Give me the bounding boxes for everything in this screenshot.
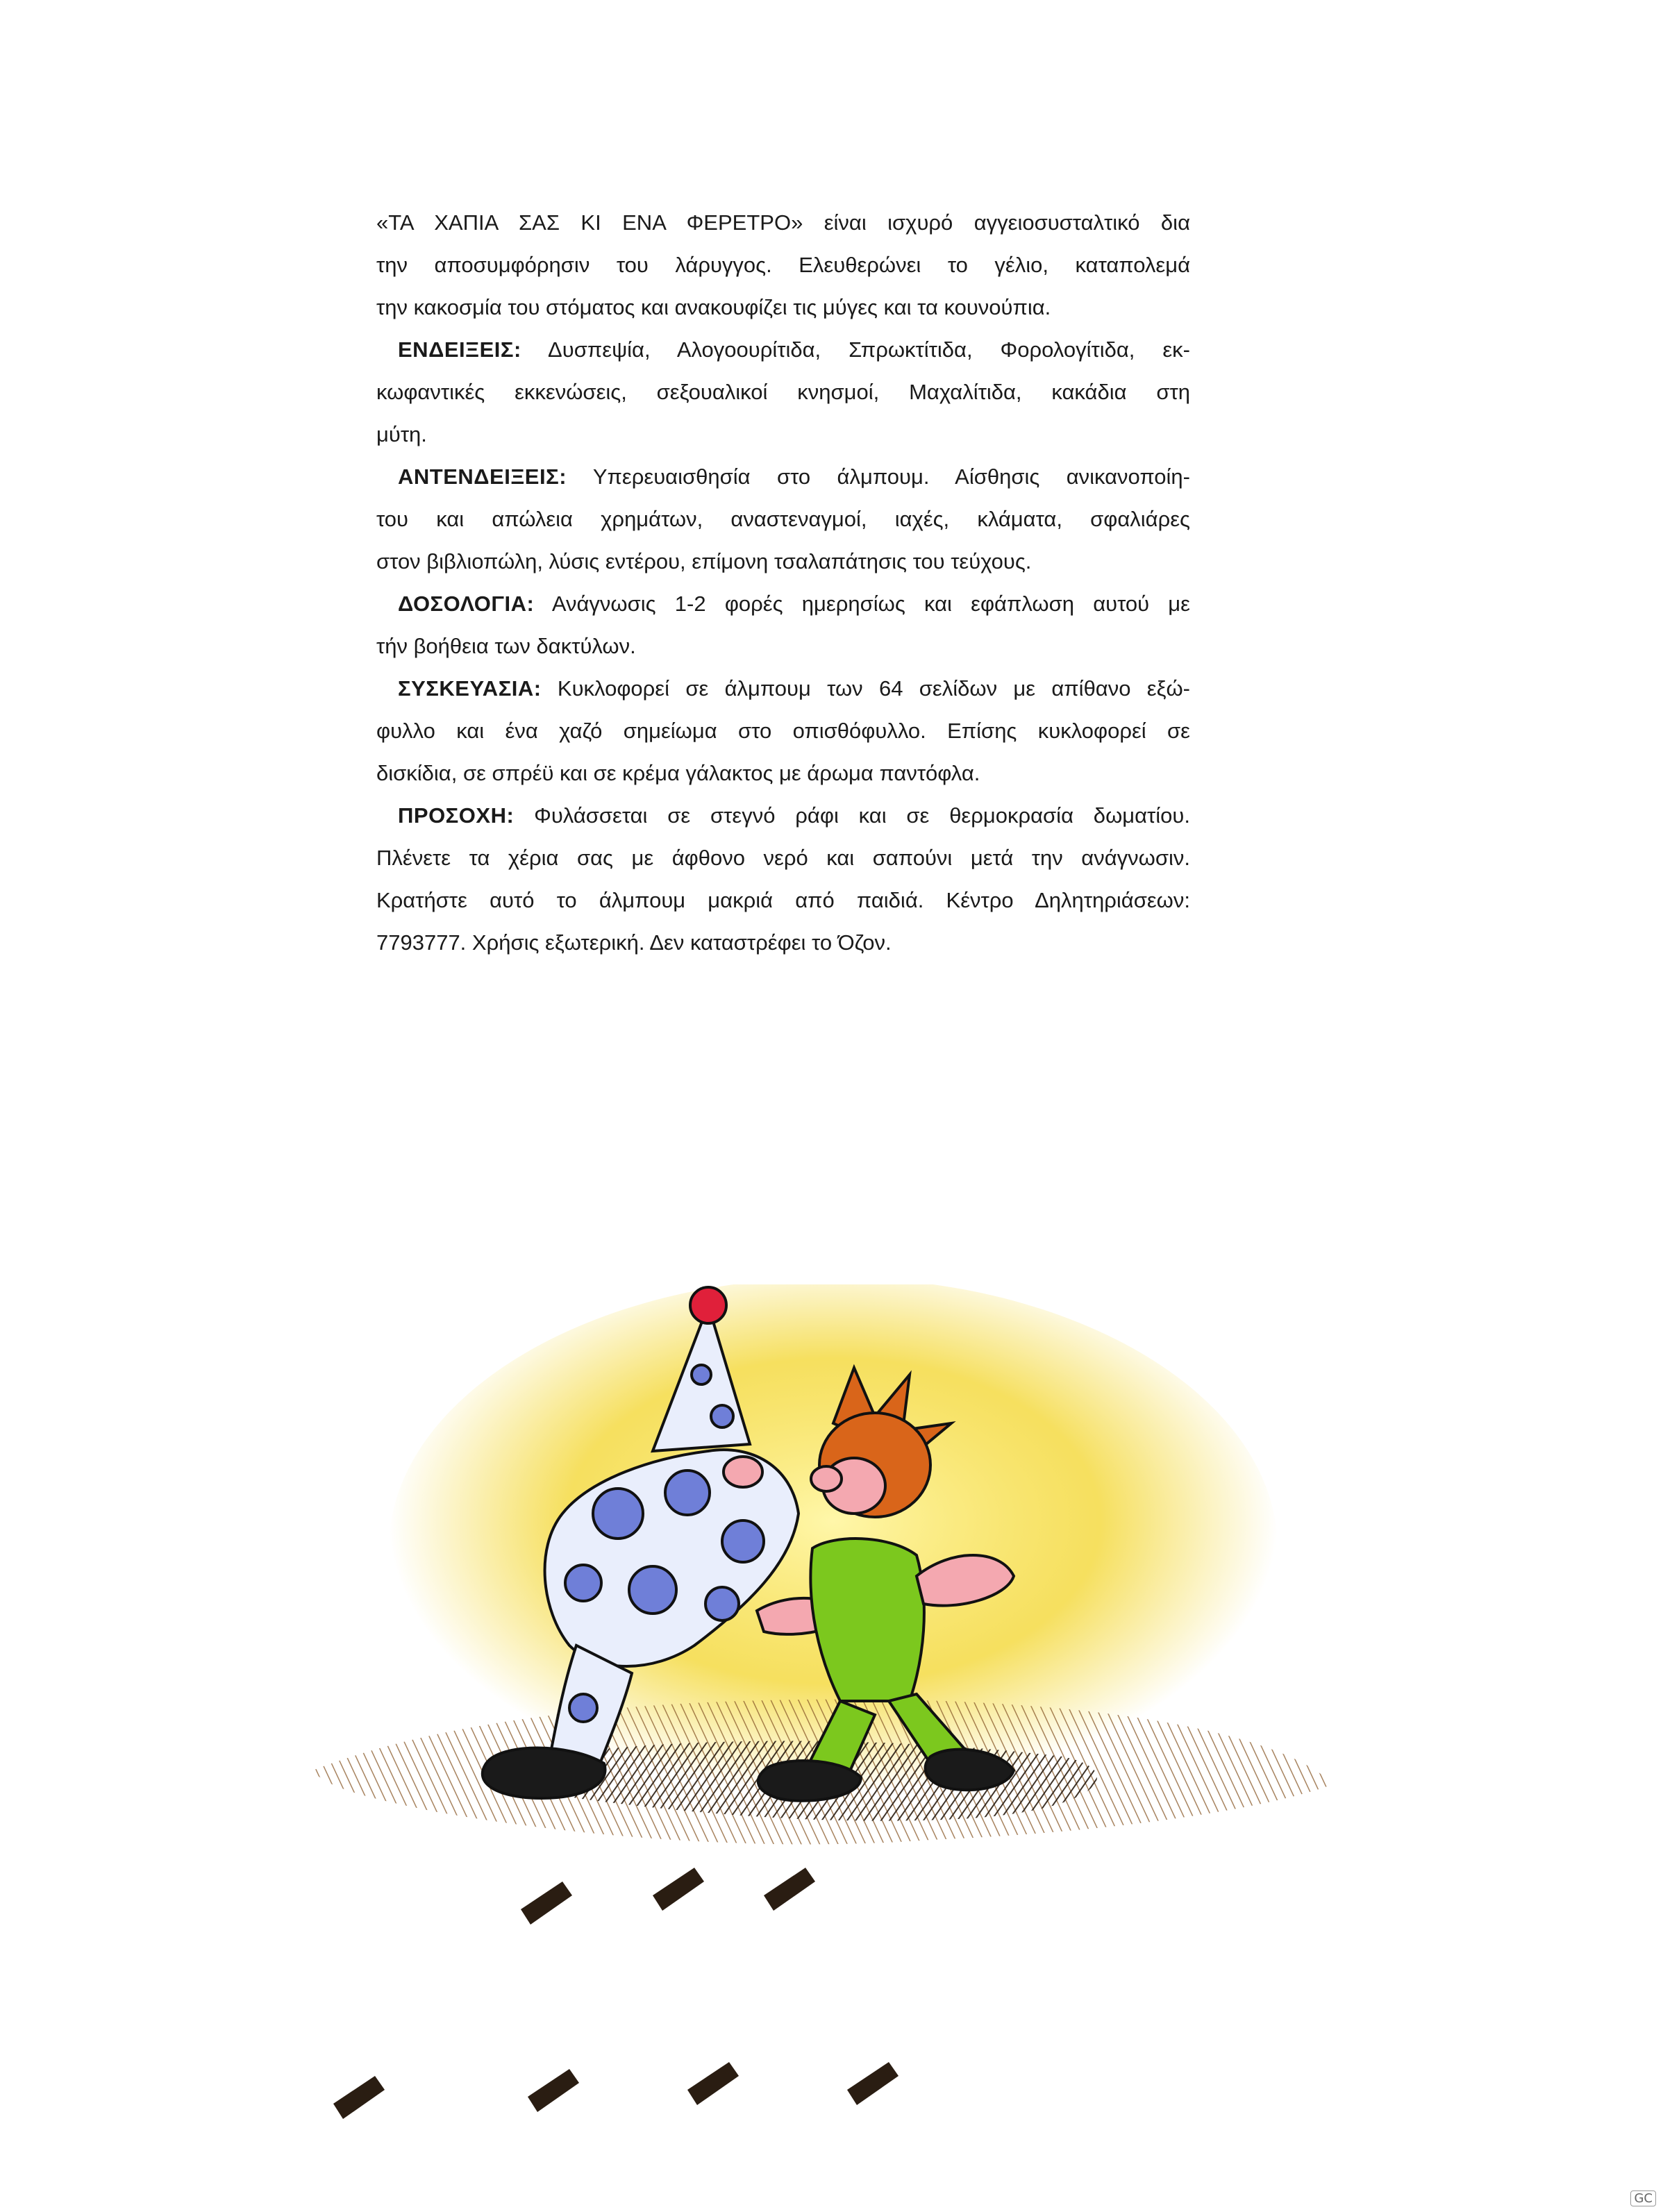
caution-paragraph [376, 794, 1190, 964]
text-line: του και απώλεια χρημάτων, αναστεναγμοί, ιαχές, κλάματα, σφαλιάρες [376, 507, 1190, 531]
text-run: Φυλάσσεται σε στεγνό ράφι και σε θερμοκρασία δωματίου. [514, 803, 1190, 828]
intro-paragraph [376, 201, 1190, 328]
hat-pompom [690, 1287, 726, 1323]
section-heading: ΔΟΣΟΛΟΓΙΑ: [398, 592, 535, 616]
text-line: «ΤΑ ΧΑΠΙΑ ΣΑΣ ΚΙ ΕΝΑ ΦΕΡΕΤΡΟ» είναι ισχυρό αγγειοσυσταλτικό δια [376, 210, 1190, 235]
indications-paragraph [376, 328, 1190, 455]
cartoon-illustration [264, 1284, 1361, 2187]
text-line: κωφαντικές εκκενώσεις, σεξουαλικοί κνησμοί, Μαχαλίτιδα, κακάδια στη [376, 380, 1190, 404]
text-run: Δυσπεψία, Αλογοουρίτιδα, Σπρωκτίτιδα, Φορολογίτιδα, εκ- [521, 337, 1190, 362]
section-heading: ΑΝΤΕΝΔΕΙΞΕΙΣ: [398, 464, 567, 489]
text-line [376, 794, 1190, 837]
section-heading: ΕΝΔΕΙΞΕΙΣ: [398, 337, 521, 362]
text-run: Υπερευαισθησία στο άλμπουμ. Αίσθησις ανικανοποίη- [567, 464, 1190, 489]
boy-nose [811, 1466, 842, 1491]
text-line: Πλένετε τα χέρια σας με άφθονο νερό και σαπούνι μετά την ανάγνωσιν. [376, 846, 1190, 870]
contraindications-paragraph [376, 455, 1190, 583]
text-line: τήν βοήθεια των δακτύλων. [376, 634, 636, 658]
text-line: φυλλο και ένα χαζό σημείωμα στο οπισθόφυλλο. Επίσης κυκλοφορεί σε [376, 719, 1190, 743]
text-block [376, 201, 1190, 964]
text-run: Ανάγνωσις 1-2 φορές ημερησίως και εφάπλωση αυτού με [534, 592, 1190, 616]
text-line [376, 667, 1190, 710]
footprints [333, 1868, 899, 2119]
text-line [376, 455, 1190, 498]
clown-shoe [483, 1748, 605, 1799]
section-heading: ΠΡΟΣΟΧΗ: [398, 803, 515, 828]
text-line: στον βιβλιοπώλη, λύσις εντέρου, επίμονη τσαλαπάτησις του τεύχους. [376, 549, 1032, 573]
text-run: Κυκλοφορεί σε άλμπουμ των 64 σελίδων με απίθανο εξώ- [541, 676, 1190, 701]
text-line: Κρατήστε αυτό το άλμπουμ μακριά από παιδιά. Κέντρο Δηλητηριάσεων: [376, 888, 1190, 912]
text-line: την αποσυμφόρησιν του λάρυγγος. Ελευθερώνει το γέλιο, καταπολεμά [376, 253, 1190, 277]
text-line: μύτη. [376, 422, 427, 446]
text-line [376, 583, 1190, 625]
text-line: την κακοσμία του στόματος και ανακουφίζει τις μύγες και τα κουνούπια. [376, 295, 1051, 319]
packaging-paragraph [376, 667, 1190, 794]
signature: GC [1630, 2190, 1656, 2206]
text-line: δισκίδια, σε σπρέϋ και σε κρέμα γάλακτος με άρωμα παντόφλα. [376, 761, 980, 785]
text-line [376, 328, 1190, 371]
section-heading: ΣΥΣΚΕΥΑΣΙΑ: [398, 676, 542, 701]
dosage-paragraph [376, 583, 1190, 667]
text-line: 7793777. Χρήσις εξωτερική. Δεν καταστρέφει το Όζον. [376, 930, 892, 955]
clown-nose [724, 1457, 762, 1487]
boy-shoe-left [758, 1761, 861, 1801]
